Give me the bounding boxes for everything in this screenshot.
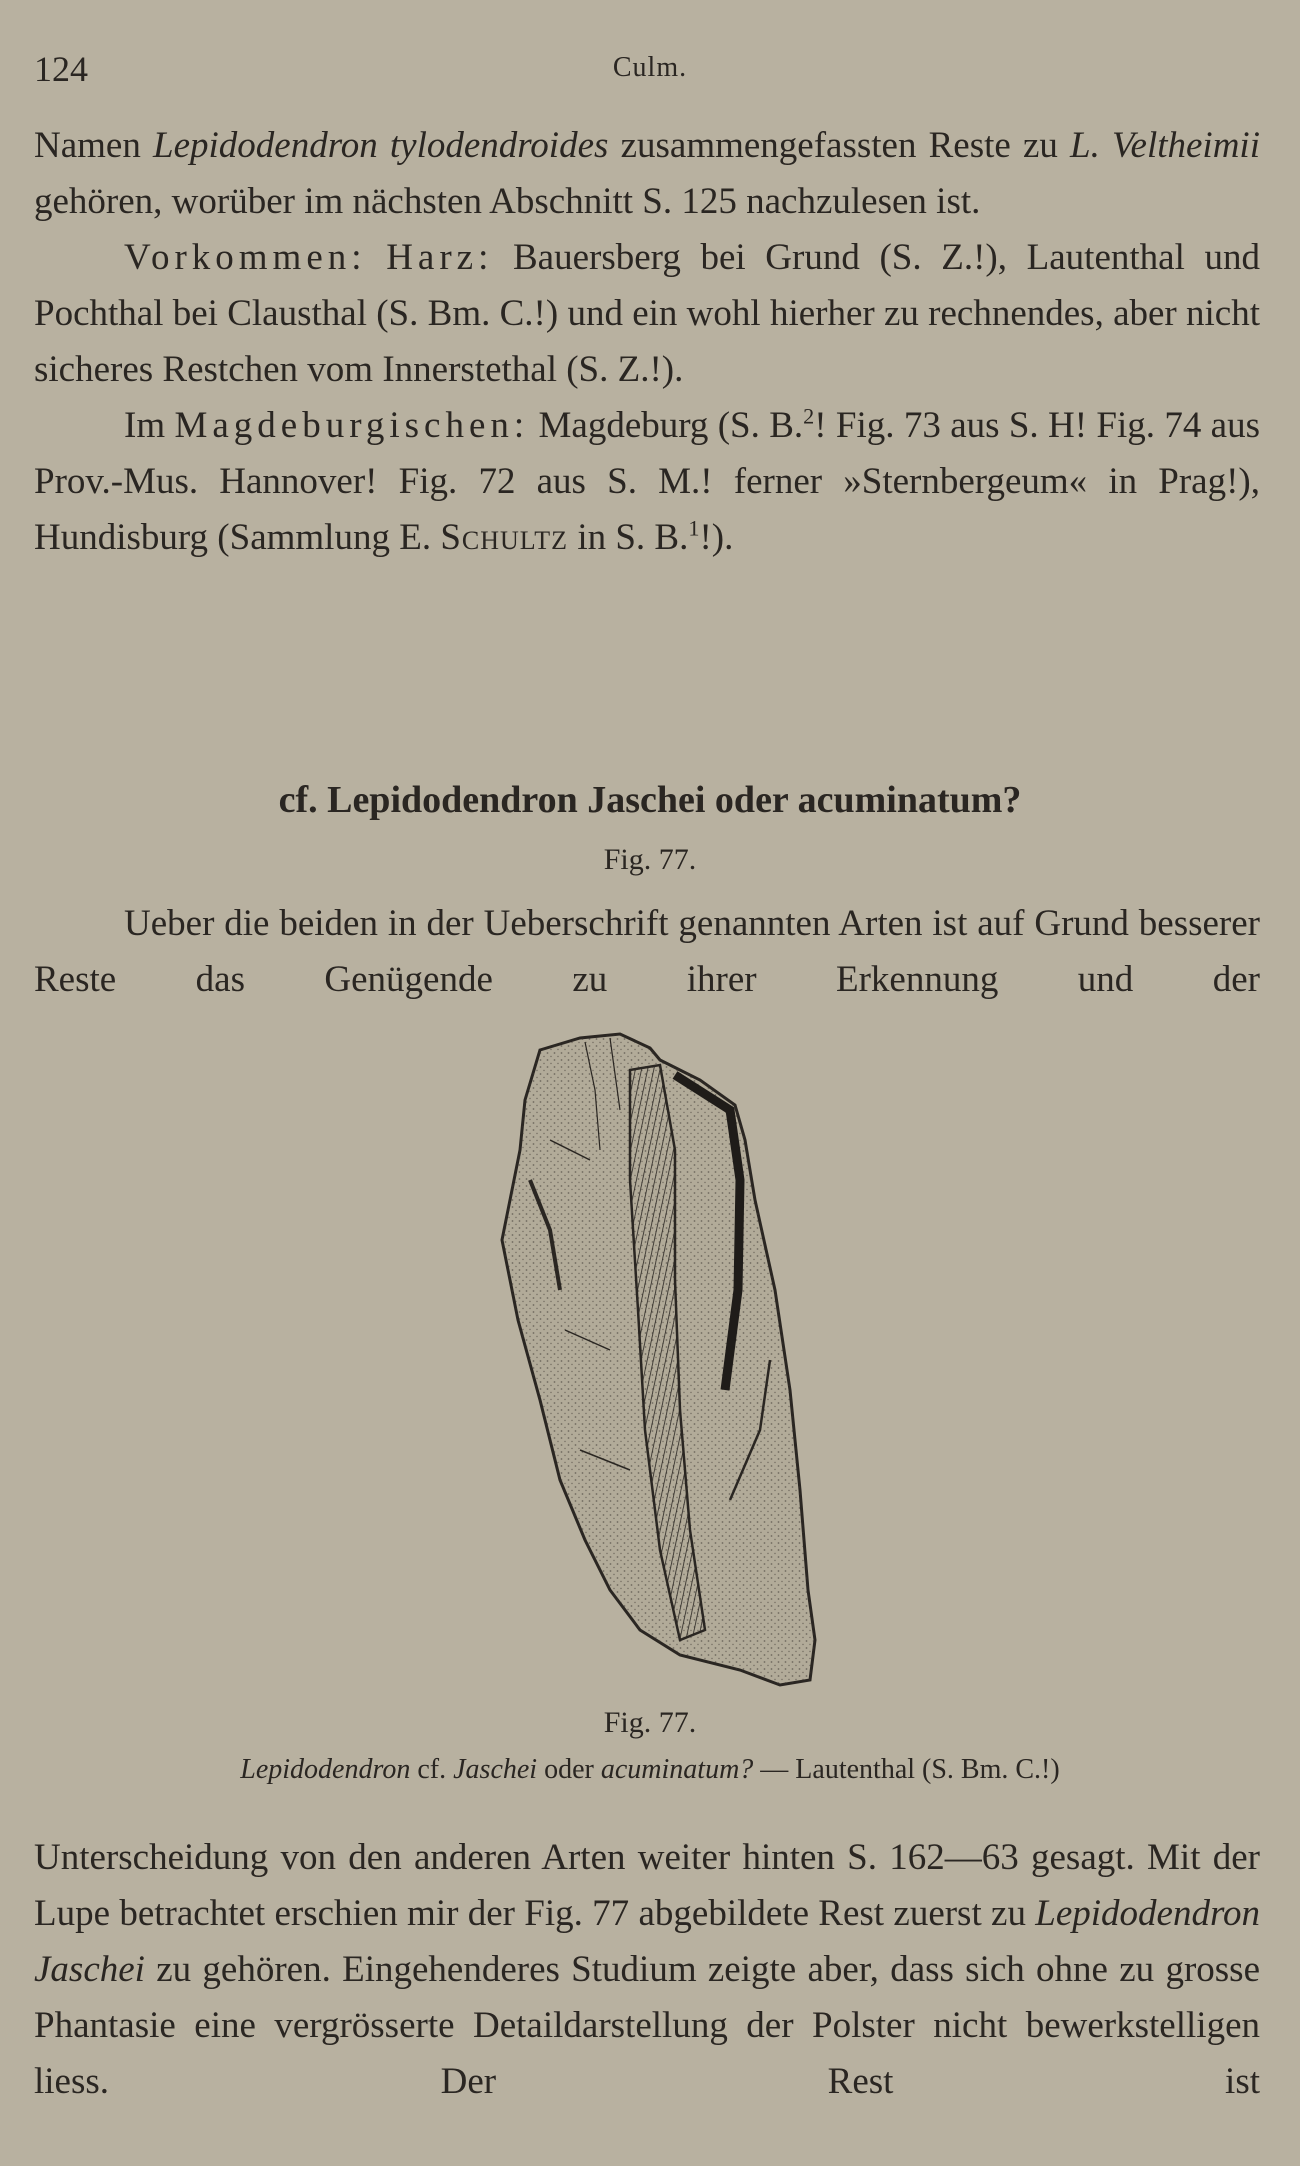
text-run: gehören, worüber im nächsten Abschnitt S. 125 nachzulesen ist.: [34, 181, 981, 222]
paragraph-occurrence-magdeburg: [34, 398, 1260, 566]
figure-number: Fig. 77.: [603, 1706, 697, 1739]
species-name: Lepidodendron tylodendroides: [153, 125, 609, 166]
running-title: Culm.: [612, 52, 688, 83]
collector-name: Schultz: [440, 517, 569, 558]
paragraph-occurrence-harz: [34, 230, 1260, 398]
caption-text: cf.: [410, 1754, 454, 1785]
occurrence-label: Vorkommen:: [124, 237, 367, 278]
region-label: Harz:: [386, 237, 494, 278]
caption-species: acuminatum?: [600, 1754, 754, 1785]
species-name: Lepidodendron Jaschei: [34, 1893, 1260, 1990]
text-run: in S. B.: [568, 517, 689, 558]
paragraph-continued-2: [34, 1830, 1260, 2110]
region-label: Magdeburgischen:: [174, 405, 530, 446]
species-name: L. Veltheimii: [1070, 125, 1260, 166]
caption-species: Jaschei: [453, 1754, 538, 1785]
text-run: Magdeburg (S. B.: [529, 405, 804, 446]
caption-text: — Lautenthal (S. Bm. C.!): [753, 1754, 1060, 1785]
text-run: ! Fig. 73 aus S. H! Fig. 74 aus Prov.-Mus. Hannover! Fig. 72 aus S. M.! ferner »Sternbergeum« in Prag!), Hundisburg (Sammlung E.: [34, 405, 1260, 558]
paragraph-continued: [34, 118, 1260, 230]
page-header: [34, 48, 1266, 98]
text-run: zu gehören. Eingehenderes Studium zeigte aber, dass sich ohne zu grosse Phantasie eine vergrösserte Detaildarstellung der Polster nicht bewerkstelligen liess. Der Rest ist: [34, 1949, 1260, 2102]
body-text-top: [34, 118, 1260, 566]
section-heading: cf. Lepidodendron Jaschei oder acuminatum?: [278, 779, 1022, 821]
superscript: 2: [803, 403, 815, 429]
heading-figure-ref: Fig. 77.: [603, 843, 697, 876]
text-run: Unterscheidung von den anderen Arten weiter hinten S. 162—63 gesagt. Mit der Lupe betrachtet erschien mir der Fig. 77 abgebildete Rest zuerst zu: [34, 1837, 1260, 1934]
fossil-illustration: [490, 1030, 840, 1690]
figure-caption: [0, 1754, 1300, 1786]
superscript: 1: [688, 515, 700, 541]
page-number: 124: [34, 49, 88, 89]
caption-genus: Lepidodendron: [240, 1754, 411, 1785]
text-run: zusammengefassten Reste zu: [608, 125, 1071, 166]
paragraph-intro: Ueber die beiden in der Ueberschrift genannten Arten ist auf Grund besserer Reste das Genügende zu ihrer Erkennung und der: [34, 903, 1260, 1000]
text-run: Namen: [34, 125, 153, 166]
body-text-middle: [34, 896, 1260, 1008]
text-run: Im: [124, 405, 175, 446]
caption-text: oder: [537, 1754, 601, 1785]
text-run: Bauersberg bei Grund (S. Z.!), Lautenthal und Pochthal bei Clausthal (S. Bm. C.!) und ein wohl hierher zu rechnendes, aber nicht sicheres Restchen vom Innerstethal (S. Z.!).: [34, 237, 1260, 390]
body-text-bottom: [34, 1830, 1260, 2110]
text-run: !).: [699, 517, 734, 558]
